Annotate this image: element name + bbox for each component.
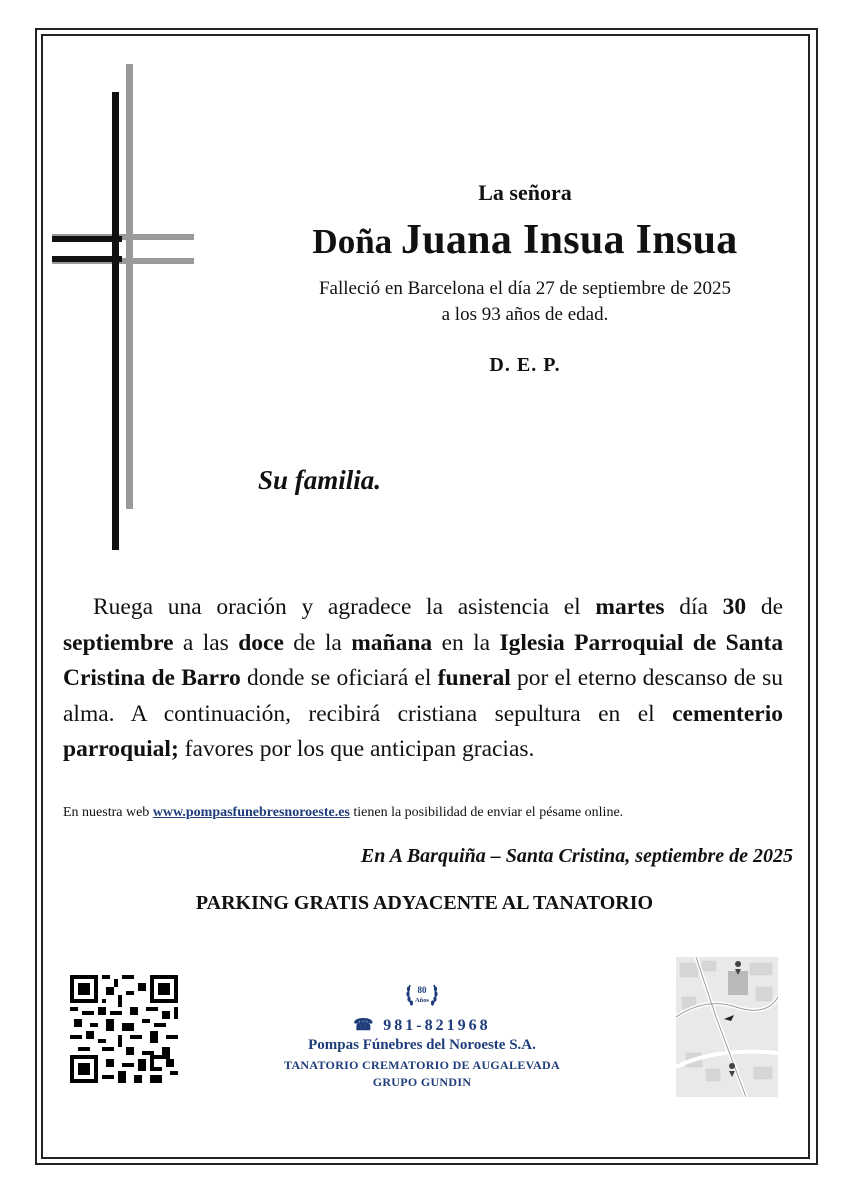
group-name: GRUPO GUNDIN [372, 1075, 472, 1089]
website-link[interactable]: www.pompasfunebresnoroeste.es [152, 805, 350, 820]
phone-icon: ☎ [353, 1017, 377, 1034]
anniversary-laurel-icon [402, 975, 442, 1015]
rip-text: D. E. P. [489, 354, 561, 376]
text-segment: donde se oficiará el [247, 665, 432, 691]
text-segment: favores por los que anticipan gracias. [184, 736, 535, 762]
title-block [240, 180, 810, 377]
text-segment: en la [441, 629, 491, 656]
full-name: Juana Insua Insua [400, 217, 738, 263]
bold-church: Iglesia Parroquial de Santa Cristina de Barro [63, 629, 784, 691]
ceremony-paragraph [63, 590, 783, 768]
bold-day: martes [595, 594, 665, 620]
phone-line[interactable] [262, 1015, 582, 1035]
text-segment: de la [293, 629, 342, 656]
web-note [63, 805, 623, 821]
bold-month: septiembre [63, 629, 174, 656]
location-map-icon[interactable] [676, 957, 778, 1097]
web-note-before: En nuestra web [63, 805, 150, 820]
death-line: Falleció en Barcelona el día 27 de septiembre de 2025 [318, 278, 732, 299]
qr-code-icon[interactable] [70, 975, 178, 1083]
age-line: a los 93 años de edad. [441, 304, 609, 325]
family-signature: Su familia. [258, 465, 382, 495]
title-prefix: La señora [478, 180, 572, 205]
bold-funeral: funeral [437, 665, 511, 691]
parking-notice: PARKING GRATIS ADYACENTE AL TANATORIO [195, 892, 654, 914]
text-segment: por el eterno descanso de su alma. A continuación, recibirá cristiana sepultura en el [63, 665, 784, 727]
text-segment: día [679, 594, 708, 620]
bold-time-of-day: mañana [351, 629, 433, 656]
web-note-after: tienen la posibilidad de enviar el pésame online. [353, 805, 624, 820]
svg-text:80: 80 [417, 985, 427, 995]
text-segment: Ruega una oración y agradece la asistencia el [93, 594, 581, 620]
bold-date: 30 [722, 594, 747, 620]
honorific: Doña [312, 222, 393, 261]
svg-text:Años: Años [414, 997, 430, 1004]
bold-cemetery: cementerio parroquial; [63, 700, 784, 762]
funeral-home-block [262, 975, 582, 1090]
deceased-name [240, 217, 810, 263]
bold-hour: doce [238, 629, 284, 656]
tanatorio-name: TANATORIO CREMATORIO DE AUGALEVADA [284, 1058, 560, 1072]
text-segment: a las [182, 629, 229, 656]
text-segment: de [760, 594, 784, 620]
place-date: En A Barquiña – Santa Cristina, septiembre de 2025 [360, 845, 793, 867]
phone-number: 981-821968 [383, 1017, 491, 1034]
company-name: Pompas Fúnebres del Noroeste S.A. [308, 1037, 536, 1053]
